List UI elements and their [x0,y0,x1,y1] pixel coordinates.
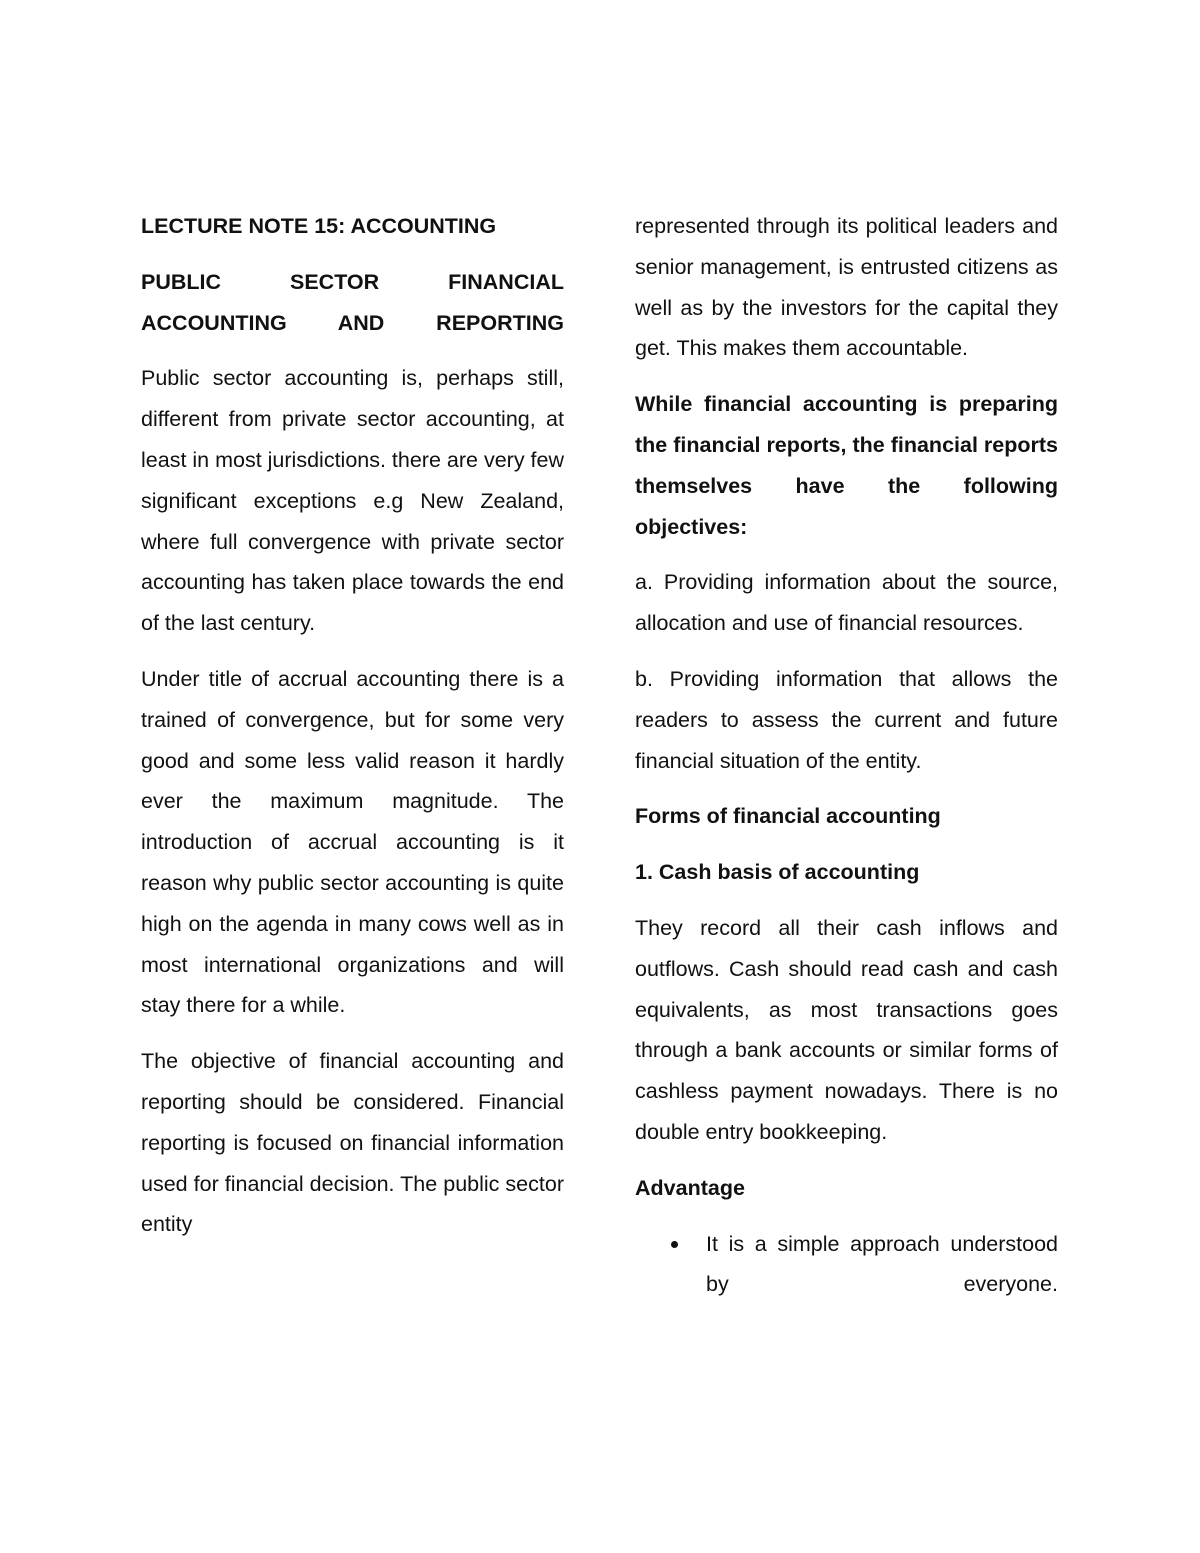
paragraph-accrual: Under title of accrual accounting there is a trained of convergence, but for some very good and some less valid reason it hardly ever the maximum magnitude. The introduction of accrual accounting is it reason why public sector accounting is quite high on the agenda in many cows well as in most international organizations and will stay there for a while. [141,666,564,1018]
section-heading [141,262,564,344]
objective-b: b. Providing information that allows the readers to assess the current and future financial situation of the entity. [635,666,1058,773]
left-column [141,206,564,1260]
bullet-icon [671,1241,678,1248]
paragraph-objectives-intro: While financial accounting is preparing the financial reports, the financial reports themselves have the following objectives: [635,392,1058,539]
advantage-text: It is a simple approach understood by everyone. [706,1231,1058,1297]
cash-basis-heading: 1. Cash basis of accounting [635,860,920,885]
paragraph-public-sector: Public sector accounting is, perhaps still, different from private sector accounting, at least in most jurisdictions. there are very few significant exceptions e.g New Zealand, where full convergence with private sector accounting has taken place towards the end of the last century. [141,366,564,636]
advantage-list [635,1224,1058,1306]
paragraph-continuation: represented through its political leaders and senior management, is entrusted citizens as well as by the investors for the capital they get. This makes them accountable. [635,214,1058,361]
paragraph-objective: The objective of financial accounting and reporting should be considered. Financial reporting is focused on financial information used for financial decision. The public sector entity [141,1049,564,1237]
right-column [635,206,1058,1305]
section-heading-text: PUBLIC SECTOR FINANCIAL ACCOUNTING AND REPORTING [141,269,564,335]
advantage-heading: Advantage [635,1175,745,1200]
cash-basis-text: They record all their cash inflows and outflows. Cash should read cash and cash equivalents, as most transactions goes through a bank accounts or similar forms of cashless payment nowadays. There is no double entry bookkeeping. [635,915,1058,1144]
objective-a: a. Providing information about the source, allocation and use of financial resources. [635,570,1058,636]
forms-heading: Forms of financial accounting [635,804,941,829]
list-item [635,1224,1058,1306]
document-title: LECTURE NOTE 15: ACCOUNTING [141,214,497,238]
